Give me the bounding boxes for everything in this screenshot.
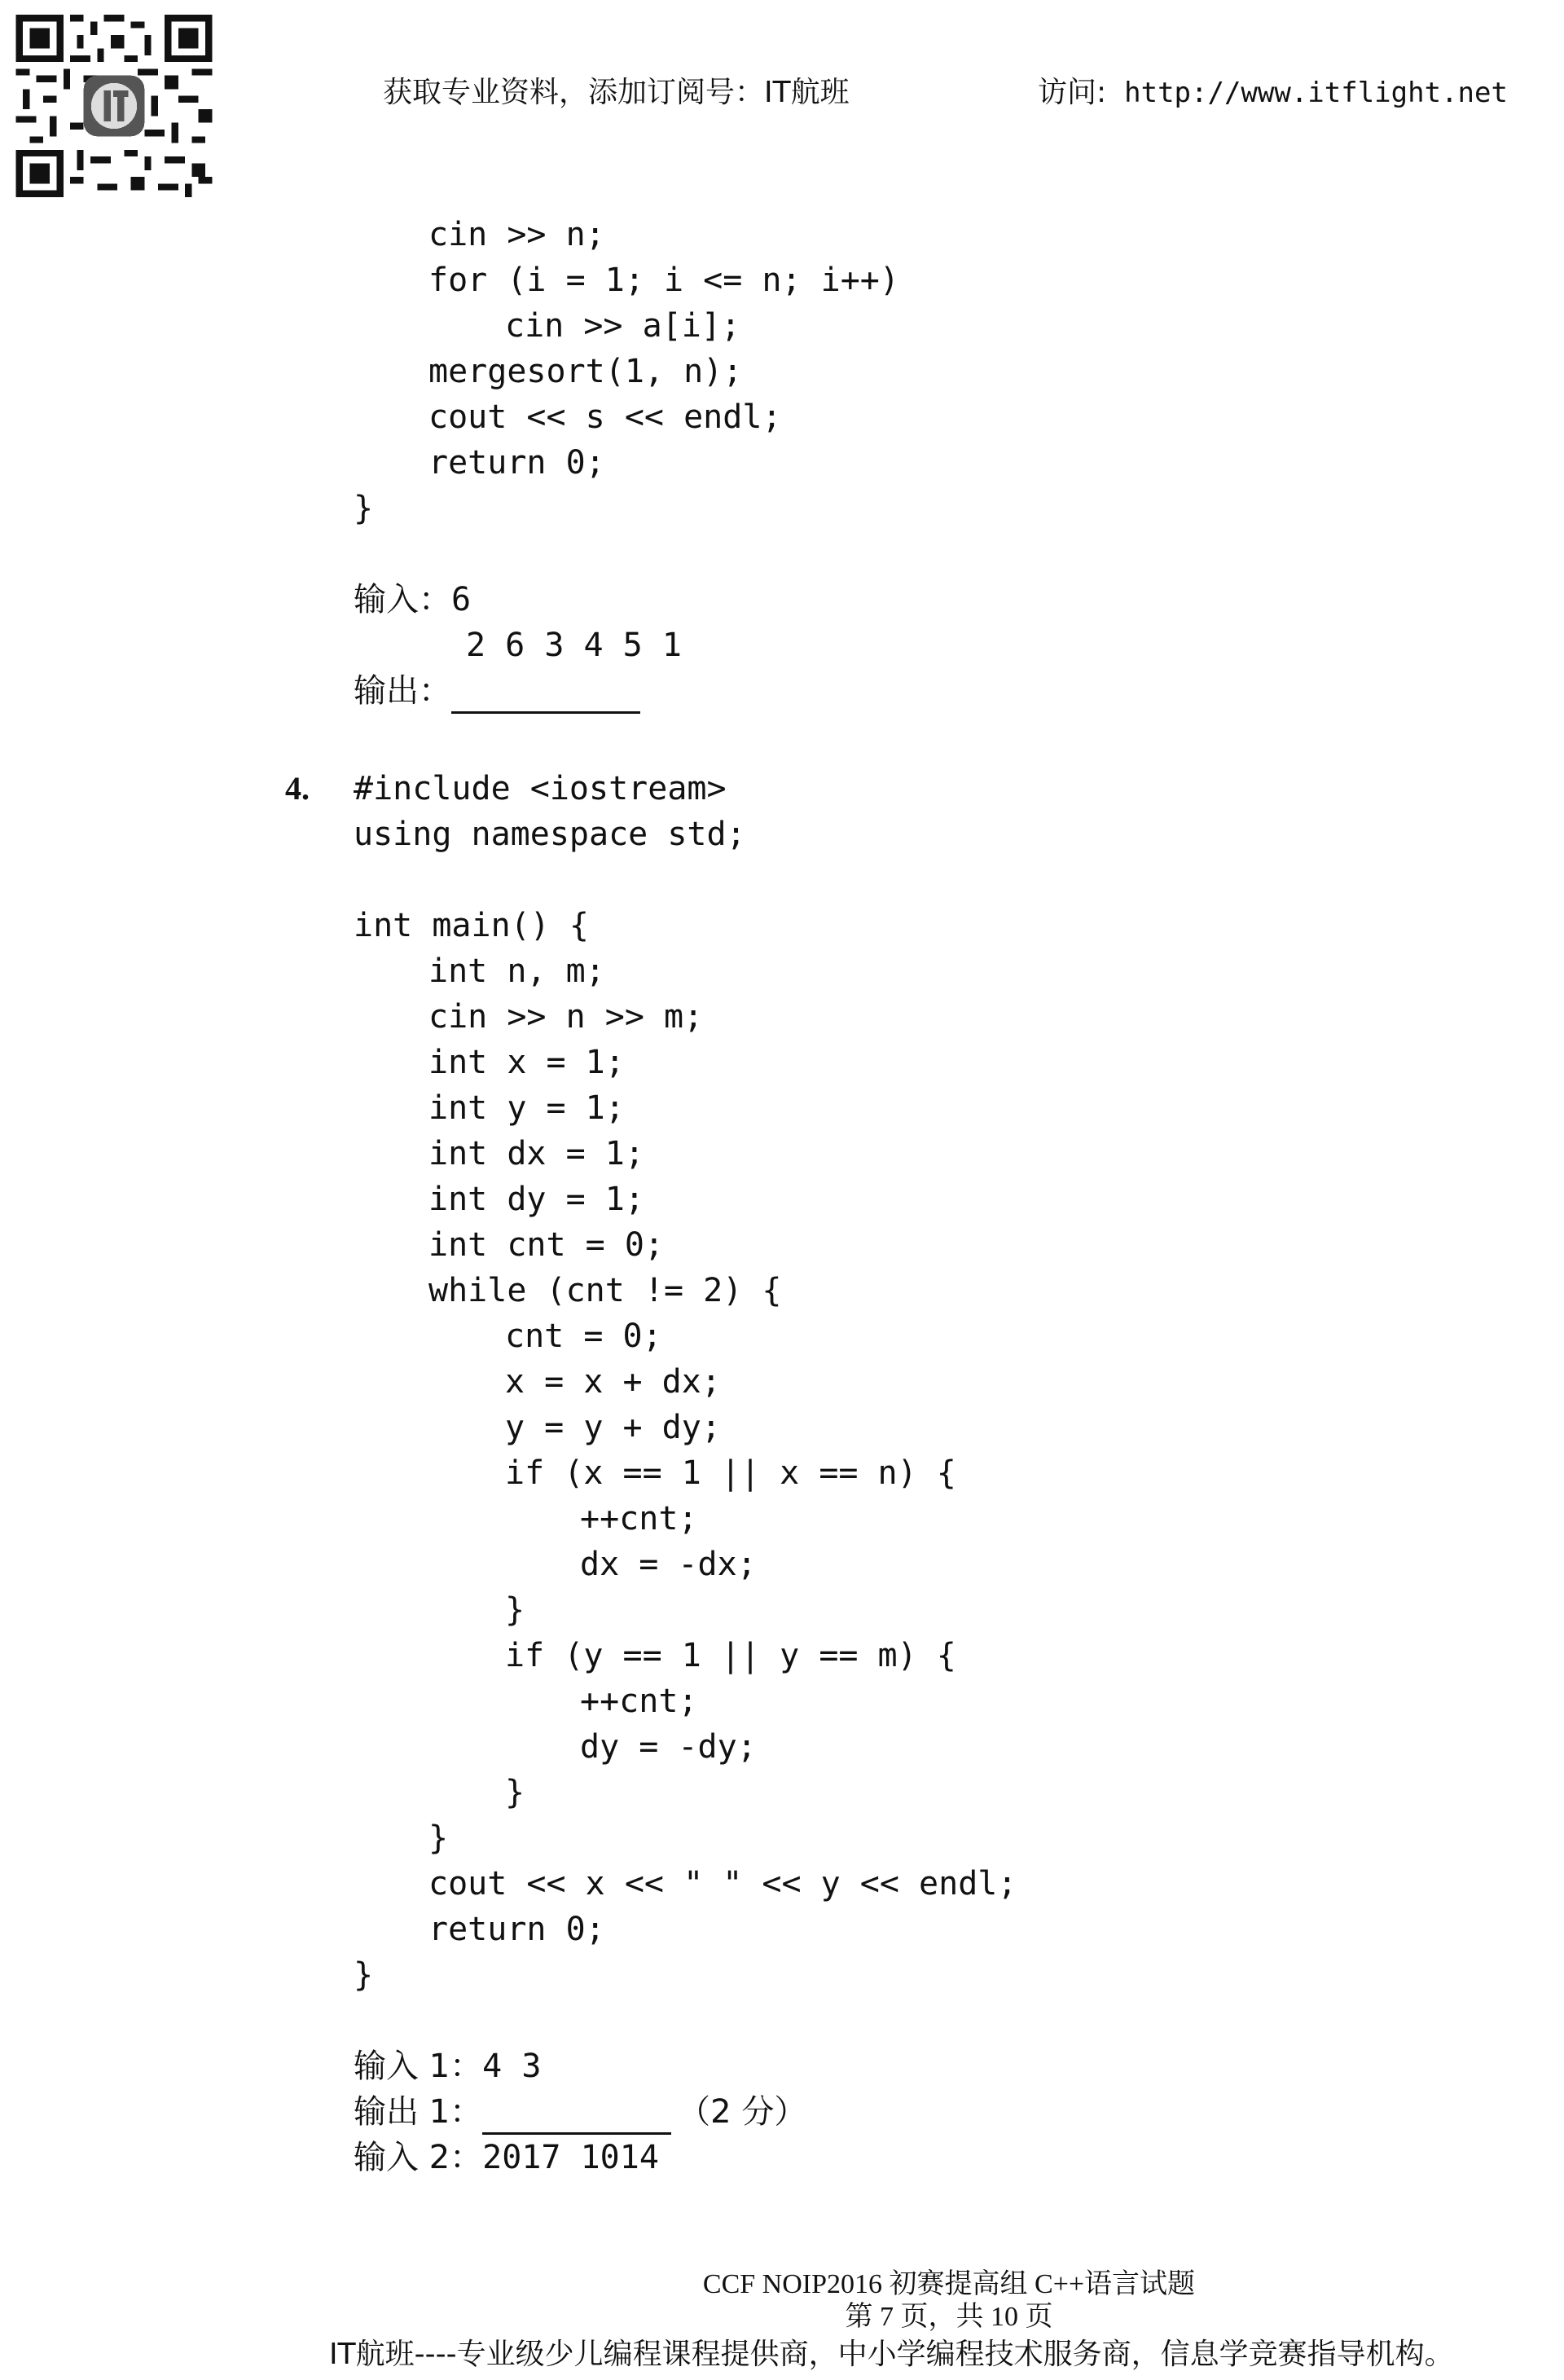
output-label: 输出： — [354, 672, 451, 710]
question-number: 4. — [285, 770, 310, 807]
header-promo-text: 获取专业资料，添加订阅号：IT航班 — [383, 76, 850, 109]
code-line: ++cnt; — [580, 1500, 698, 1538]
code-line: cin >> n >> m; — [428, 998, 704, 1036]
code-line: x = x + dx; — [505, 1363, 721, 1401]
footer-page-number: 第 7 页，共 10 页 — [845, 2302, 1053, 2332]
code-line: cout << s << endl; — [428, 398, 782, 436]
code-line: int cnt = 0; — [428, 1226, 664, 1264]
code-line: int n, m; — [428, 952, 605, 990]
code-line: int x = 1; — [428, 1044, 625, 1081]
code-line: } — [354, 1956, 374, 1994]
answer-blank[interactable] — [482, 2096, 671, 2135]
io-input-row — [354, 2043, 541, 2089]
footer-exam-title: CCF NOIP2016 初赛提高组 C++语言试题 — [702, 2269, 1196, 2299]
input1-label: 输入 1： — [354, 2048, 483, 2085]
io-output-row — [354, 2089, 806, 2135]
code-line: int dy = 1; — [428, 1181, 644, 1218]
io-output-row — [354, 668, 640, 714]
io-input-row — [354, 577, 471, 622]
code-line: y = y + dy; — [505, 1409, 721, 1446]
output1-label: 输出 1： — [354, 2093, 483, 2131]
input1-value: 4 3 — [482, 2048, 542, 2085]
code-line: } — [505, 1774, 525, 1811]
header-visit-label: 访问: — [1038, 76, 1107, 109]
input-label: 输入： — [354, 581, 451, 618]
qr-code-image — [15, 15, 213, 197]
io-input-row — [354, 2135, 659, 2180]
code-line: if (x == 1 || x == n) { — [505, 1454, 956, 1492]
code-line: } — [354, 490, 374, 527]
code-line: int dx = 1; — [428, 1135, 644, 1172]
code-line: dy = -dy; — [580, 1728, 757, 1766]
code-line: } — [505, 1591, 525, 1629]
code-line: int y = 1; — [428, 1089, 625, 1127]
code-line: cin >> a[i]; — [505, 307, 740, 345]
code-line: cin >> n; — [428, 216, 605, 253]
points-label: （2 分） — [678, 2093, 807, 2131]
footer-slogan: IT航班----专业级少儿编程课程提供商，中小学编程技术服务商，信息学竞赛指导机构。 — [329, 2338, 1454, 2371]
code-line: mergesort(1, n); — [428, 353, 743, 390]
code-line: ++cnt; — [580, 1683, 698, 1720]
code-line: cout << x << " " << y << endl; — [428, 1865, 1017, 1903]
header-url-link[interactable]: http://www.itflight.net — [1124, 77, 1508, 109]
code-line: using namespace std; — [354, 816, 746, 853]
code-line: } — [428, 1819, 449, 1857]
code-line: while (cnt != 2) { — [428, 1272, 782, 1309]
code-line: cnt = 0; — [505, 1318, 662, 1355]
input-value: 6 — [451, 581, 472, 618]
answer-blank[interactable] — [451, 675, 640, 714]
header-visit — [1038, 73, 1508, 112]
code-line: if (y == 1 || y == m) { — [505, 1637, 956, 1674]
input2-label: 输入 2： — [354, 2139, 483, 2176]
code-line: dx = -dx; — [580, 1546, 757, 1583]
code-line: #include <iostream> — [354, 770, 727, 807]
input2-value: 2017 1014 — [482, 2139, 659, 2176]
code-line: return 0; — [428, 444, 605, 482]
code-line: for (i = 1; i <= n; i++) — [428, 262, 899, 299]
io-input-row: 2 6 3 4 5 1 — [466, 627, 682, 664]
code-line: return 0; — [428, 1911, 605, 1948]
code-line: int main() { — [354, 907, 589, 944]
